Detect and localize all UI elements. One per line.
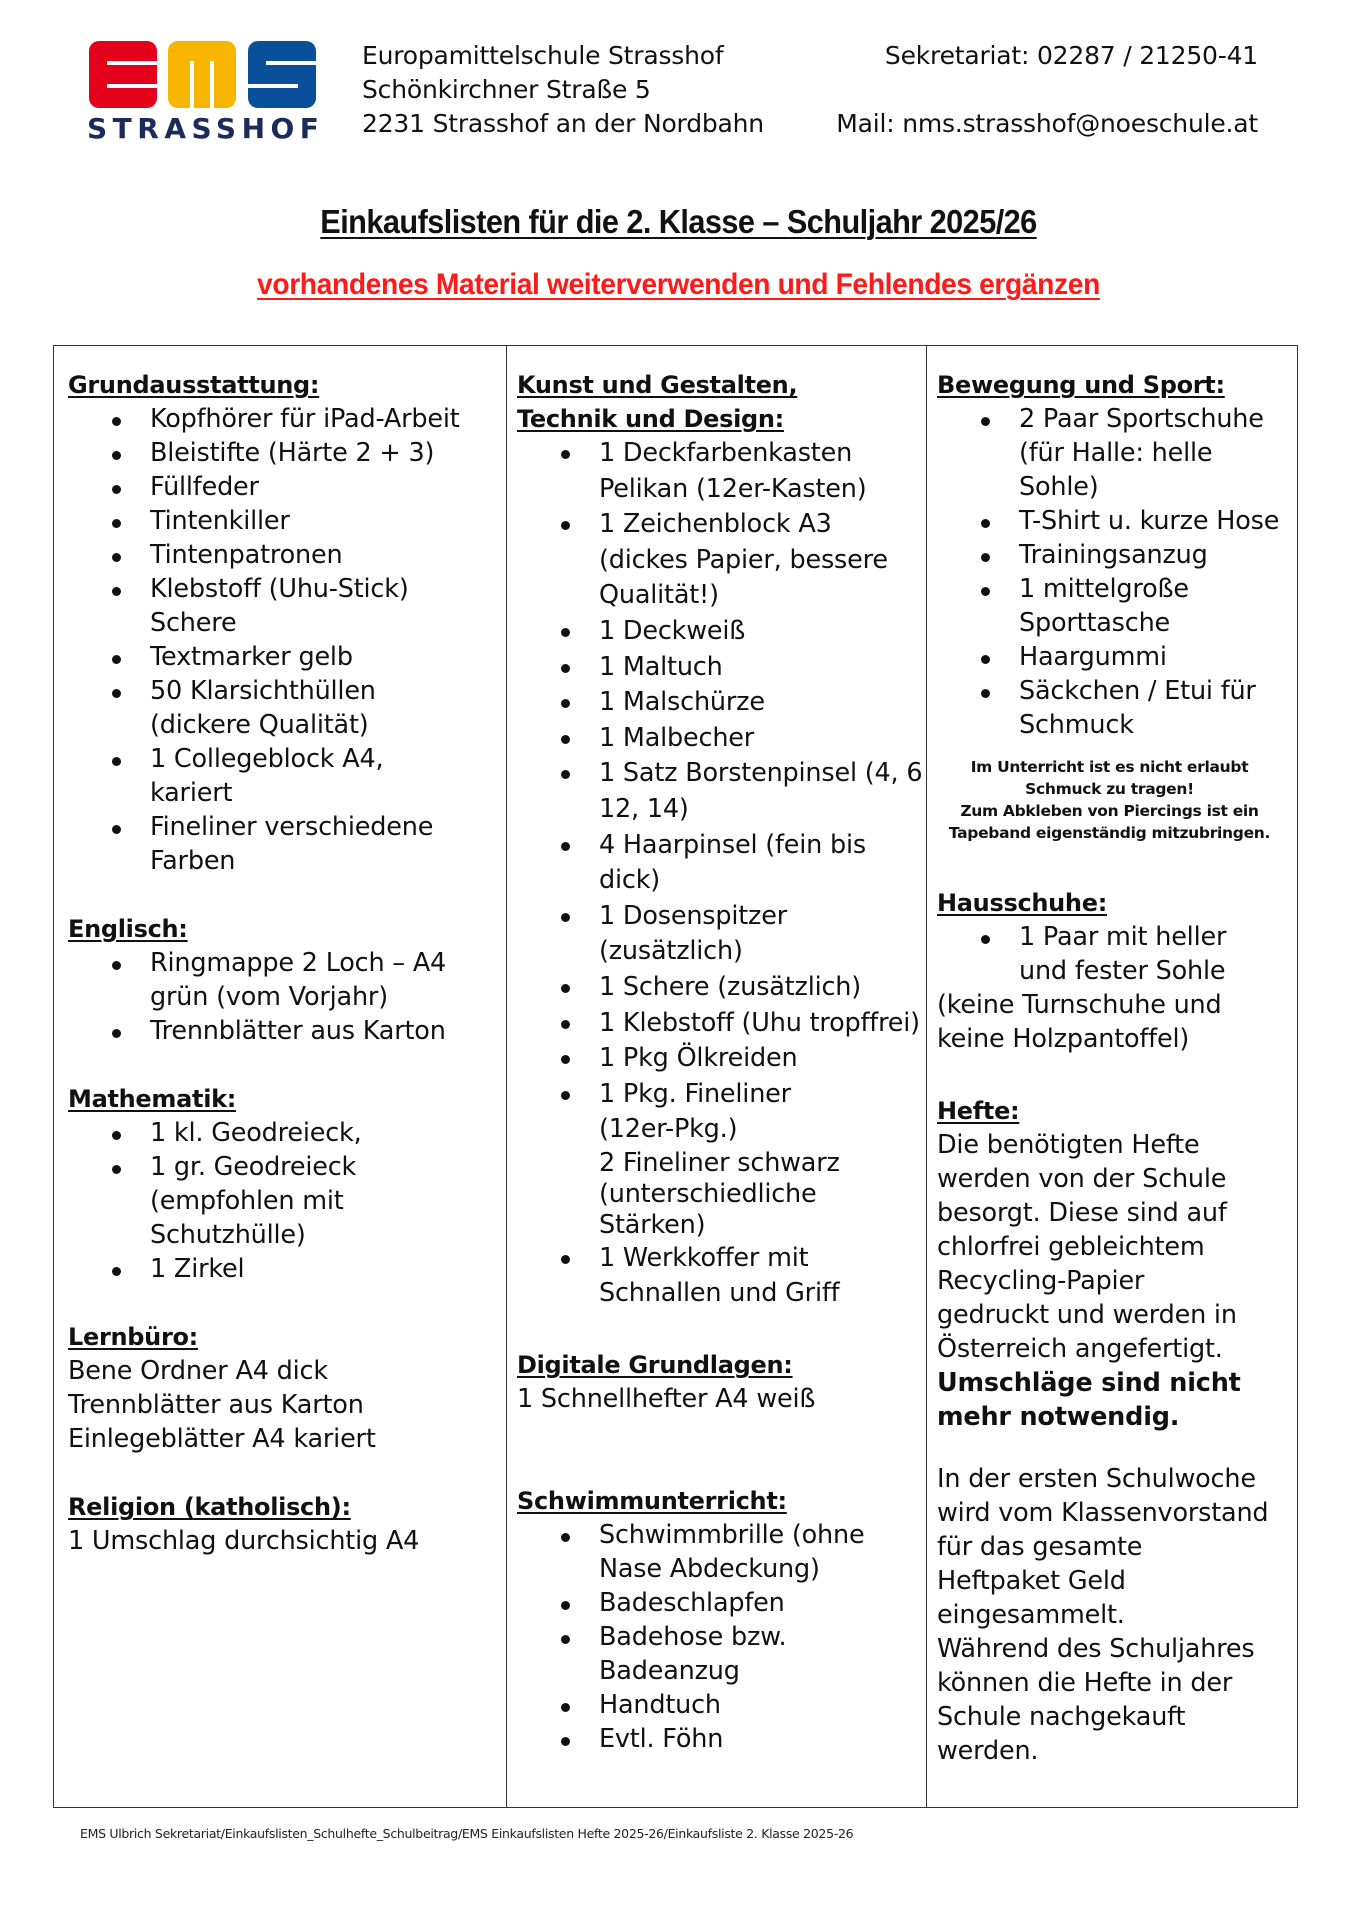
bullet-icon xyxy=(561,1533,570,1542)
bullet-icon xyxy=(561,1601,570,1610)
section-mathematik xyxy=(68,1082,508,1286)
list-item-text: 1 Pkg. Fineliner xyxy=(599,1078,791,1109)
list-item xyxy=(68,402,508,436)
section-heading: Englisch: xyxy=(68,915,188,943)
list-item-text: Ringmappe 2 Loch – A4 xyxy=(150,948,447,978)
text-line: Heftpaket Geld xyxy=(937,1566,1126,1596)
list-item-text: Qualität!) xyxy=(599,580,719,611)
list-item-text: Textmarker gelb xyxy=(150,642,353,672)
list-item-text: Nase Abdeckung) xyxy=(599,1554,820,1585)
list-item xyxy=(68,1252,508,1286)
bullet-icon xyxy=(561,628,570,637)
section-religion xyxy=(68,1490,508,1558)
list-item-text: 1 kl. Geodreieck, xyxy=(150,1118,362,1148)
page-title: Einkaufslisten für die 2. Klasse – Schuljahr 2025/26 xyxy=(320,203,1037,240)
list-item-continuation xyxy=(517,1148,929,1241)
bullet-icon xyxy=(561,699,570,708)
list-item xyxy=(937,538,1292,572)
list-item-text: Säckchen / Etui für xyxy=(1019,676,1256,706)
bullet-icon xyxy=(561,913,570,922)
school-street: Schönkirchner Straße 5 xyxy=(362,75,651,104)
school-city: 2231 Strasshof an der Nordbahn xyxy=(362,109,764,138)
page-subtitle: vorhandenes Material weiterverwenden und Fehlendes ergänzen xyxy=(257,268,1100,301)
bullet-icon xyxy=(561,1737,570,1746)
list-item-text: Evtl. Föhn xyxy=(599,1724,724,1755)
school-contact xyxy=(836,39,1258,141)
list-item-text: und fester Sohle xyxy=(1019,956,1226,986)
section-hefte xyxy=(937,1094,1292,1768)
text-block xyxy=(68,1354,508,1456)
list-item-text: Haargummi xyxy=(1019,642,1167,672)
list-item-text: 1 Malschürze xyxy=(599,687,765,718)
list-item-text: Trainingsanzug xyxy=(1019,540,1208,570)
bullet-icon xyxy=(112,825,121,834)
list-item xyxy=(68,1116,508,1150)
bullet-icon xyxy=(112,417,121,426)
list-item xyxy=(517,685,929,721)
list-item-text: Badehose bzw. xyxy=(599,1622,787,1653)
list-item-text: 1 Satz Borstenpinsel (4, 6 xyxy=(599,758,923,789)
list-item xyxy=(517,614,929,650)
section-grundausstattung xyxy=(68,368,508,878)
list-item-text: (12er-Pkg.) xyxy=(599,1114,738,1145)
list-item xyxy=(517,721,929,757)
section-heading: Technik und Design: xyxy=(517,405,784,433)
list-item xyxy=(68,436,508,470)
section-kunst xyxy=(517,368,929,1312)
logo-letter-e xyxy=(89,41,157,108)
bullet-icon xyxy=(112,1165,121,1174)
section-lernbuero xyxy=(68,1320,508,1456)
list-item-text: 1 Klebstoff (Uhu tropffrei) xyxy=(599,1007,920,1038)
list-item-text: 1 Zirkel xyxy=(150,1254,245,1284)
bullet-icon xyxy=(561,521,570,530)
list-item-text: Trennblätter aus Karton xyxy=(150,1016,446,1046)
list-item xyxy=(517,650,929,686)
text-line: Im Unterricht ist es nicht erlaubt xyxy=(970,758,1249,776)
text-line: Tapeband eigenständig mitzubringen. xyxy=(948,824,1271,842)
list-item xyxy=(517,1006,929,1042)
text-line: werden. xyxy=(937,1736,1039,1766)
text-block xyxy=(68,1524,508,1558)
list-item-text: Sohle) xyxy=(1019,472,1099,502)
list-item xyxy=(517,1241,929,1312)
bullet-icon xyxy=(561,735,570,744)
list-item-text: Schnallen und Griff xyxy=(599,1278,840,1309)
supply-table xyxy=(53,345,1298,1808)
list-item xyxy=(68,504,508,538)
list-item xyxy=(937,920,1292,988)
bullet-icon xyxy=(561,770,570,779)
logo-letter-m xyxy=(168,41,236,108)
bullet-icon xyxy=(112,655,121,664)
section-heading: Lernbüro: xyxy=(68,1323,198,1351)
list-item-text: Fineliner verschiedene xyxy=(150,812,434,842)
bullet-icon xyxy=(112,1131,121,1140)
list-item-text: 1 Deckweiß xyxy=(599,615,746,646)
bullet-icon xyxy=(112,553,121,562)
list-item-text: Tintenpatronen xyxy=(150,540,343,570)
section-englisch xyxy=(68,912,508,1048)
text-line: besorgt. Diese sind auf xyxy=(937,1198,1227,1228)
list-item-text: Bleistifte (Härte 2 + 3) xyxy=(150,438,435,468)
list-item xyxy=(937,674,1292,742)
bullet-icon xyxy=(981,587,990,596)
list-item-text: Schmuck xyxy=(1019,710,1134,740)
list-item xyxy=(937,572,1292,640)
text-line: werden von der Schule xyxy=(937,1164,1227,1194)
list-item xyxy=(517,756,929,827)
bullet-icon xyxy=(561,1703,570,1712)
section-heading: Kunst und Gestalten, xyxy=(517,371,798,399)
section-hausschuhe xyxy=(937,886,1292,1056)
list-item xyxy=(68,470,508,504)
list-item-text: Badeschlapfen xyxy=(599,1588,785,1619)
text-line: für das gesamte xyxy=(937,1532,1143,1562)
list-item-text: (unterschiedliche Stärken) xyxy=(599,1178,817,1240)
text-line: keine Holzpantoffel) xyxy=(937,1024,1190,1054)
school-logo xyxy=(87,41,325,145)
section-heading: Bewegung und Sport: xyxy=(937,371,1225,399)
bullet-icon xyxy=(561,1255,570,1264)
list-item xyxy=(68,538,508,572)
text-block xyxy=(517,1382,929,1416)
text-line: wird vom Klassenvorstand xyxy=(937,1498,1269,1528)
list-item xyxy=(517,1586,929,1620)
list-item-text: Badeanzug xyxy=(599,1656,740,1687)
bullet-icon xyxy=(981,519,990,528)
list-item-text: T-Shirt u. kurze Hose xyxy=(1019,506,1280,536)
list-item xyxy=(68,1014,508,1048)
list-item-text: Schwimmbrille (ohne xyxy=(599,1520,865,1551)
list-item xyxy=(517,1722,929,1756)
list-item-text: 1 Collegeblock A4, xyxy=(150,744,384,774)
bullet-icon xyxy=(561,842,570,851)
bullet-icon xyxy=(112,485,121,494)
list-item-text: (empfohlen mit xyxy=(150,1186,344,1216)
list-item xyxy=(517,507,929,614)
bullet-icon xyxy=(112,1267,121,1276)
list-item-text: Handtuch xyxy=(599,1690,721,1721)
bullet-icon xyxy=(981,935,990,944)
text-line: 1 Umschlag durchsichtig A4 xyxy=(68,1526,420,1556)
list-item xyxy=(68,1150,508,1252)
bullet-icon xyxy=(112,587,121,596)
list-item-text: 50 Klarsichthüllen xyxy=(150,676,376,706)
list-item xyxy=(517,970,929,1006)
list-item xyxy=(517,1077,929,1148)
column-right xyxy=(937,368,1292,1768)
text-line: In der ersten Schulwoche xyxy=(937,1464,1256,1494)
list-item-text: 1 gr. Geodreieck xyxy=(150,1152,357,1182)
list-item xyxy=(517,1688,929,1722)
section-schwimmunterricht xyxy=(517,1484,929,1756)
bullet-icon xyxy=(112,689,121,698)
list-item-text: Sporttasche xyxy=(1019,608,1171,638)
bullet-icon xyxy=(112,1029,121,1038)
bullet-icon xyxy=(561,1020,570,1029)
list-item xyxy=(68,640,508,674)
text-line: eingesammelt. xyxy=(937,1600,1125,1630)
text-line: Bene Ordner A4 dick xyxy=(68,1356,328,1386)
text-block xyxy=(937,1462,1292,1768)
text-line: mehr notwendig. xyxy=(937,1402,1180,1432)
text-line: Recycling-Papier xyxy=(937,1266,1145,1296)
bullet-icon xyxy=(561,664,570,673)
section-heading: Mathematik: xyxy=(68,1085,237,1113)
list-item xyxy=(517,1041,929,1077)
text-line: Die benötigten Hefte xyxy=(937,1130,1200,1160)
list-item xyxy=(517,828,929,899)
list-item-text: Pelikan (12er-Kasten) xyxy=(599,473,867,504)
list-item-text: Farben xyxy=(150,846,236,876)
list-item xyxy=(937,504,1292,538)
text-block xyxy=(937,988,1292,1056)
list-item-text: 1 Malbecher xyxy=(599,722,755,753)
column-left xyxy=(68,368,508,1558)
list-item xyxy=(937,402,1292,504)
list-item-text: 1 Dosenspitzer (zusätzlich) xyxy=(599,900,788,967)
jewelry-note xyxy=(927,756,1292,844)
school-name: Europamittelschule Strasshof xyxy=(362,41,724,70)
bullet-icon xyxy=(981,655,990,664)
list-item-text: grün (vom Vorjahr) xyxy=(150,982,388,1012)
list-item-text: 1 Zeichenblock A3 xyxy=(599,509,832,540)
list-item-text: 1 Schere (zusätzlich) xyxy=(599,971,861,1002)
bullet-icon xyxy=(981,689,990,698)
list-item-text: (dickere Qualität) xyxy=(150,710,369,740)
footer-file-path: EMS Ulbrich Sekretariat/Einkaufslisten_Schulhefte_Schulbeitrag/EMS Einkaufslisten Hefte 2025-26/Einkaufsliste 2. Klasse 2025-26 xyxy=(80,1826,854,1841)
list-item-text: (dickes Papier, bessere xyxy=(599,544,888,575)
text-line: 1 Schnellhefter A4 weiß xyxy=(517,1384,816,1415)
list-item-text: Schutzhülle) xyxy=(150,1220,306,1250)
list-item xyxy=(517,899,929,970)
list-item xyxy=(937,640,1292,674)
bullet-icon xyxy=(561,1635,570,1644)
list-item-text: 1 mittelgroße xyxy=(1019,574,1189,604)
text-line: Umschläge sind nicht xyxy=(937,1368,1241,1398)
school-address xyxy=(362,39,764,141)
school-phone: Sekretariat: 02287 / 21250-41 xyxy=(884,41,1258,70)
bullet-icon xyxy=(112,757,121,766)
list-item-text: 1 Deckfarbenkasten xyxy=(599,438,853,468)
section-heading: Grundausstattung: xyxy=(68,371,320,399)
bullet-icon xyxy=(112,451,121,460)
list-item xyxy=(68,946,508,1014)
text-line: Österreich angefertigt. xyxy=(937,1334,1223,1364)
list-item-text: (für Halle: helle xyxy=(1019,438,1213,468)
logo-brand-text: STRASSHOF xyxy=(87,112,325,145)
list-item-text: 2 Fineliner schwarz xyxy=(599,1147,840,1178)
text-line: Schmuck zu tragen! xyxy=(1025,780,1194,798)
section-heading: Schwimmunterricht: xyxy=(517,1487,787,1516)
list-item xyxy=(517,1518,929,1586)
list-item-text: 4 Haarpinsel (fein bis dick) xyxy=(599,829,866,896)
text-line: chlorfrei gebleichtem xyxy=(937,1232,1205,1262)
list-item-text: 2 Paar Sportschuhe xyxy=(1019,404,1264,434)
list-item-text: Kopfhörer für iPad-Arbeit xyxy=(150,404,460,434)
section-heading: Religion (katholisch): xyxy=(68,1493,351,1521)
list-item-text: 1 Werkkoffer mit xyxy=(599,1242,809,1273)
list-item-text: 12, 14) xyxy=(599,793,689,824)
school-mail[interactable]: Mail: nms.strasshof@noeschule.at xyxy=(836,109,1258,138)
text-block xyxy=(937,1128,1292,1366)
section-heading: Hausschuhe: xyxy=(937,889,1107,917)
list-item xyxy=(517,1620,929,1688)
text-block xyxy=(937,1366,1292,1434)
bullet-icon xyxy=(981,417,990,426)
bullet-icon xyxy=(112,519,121,528)
bullet-icon xyxy=(561,1091,570,1100)
list-item xyxy=(68,810,508,878)
list-item xyxy=(68,572,508,640)
column-middle xyxy=(517,368,929,1756)
list-item-text: Schere xyxy=(150,608,237,638)
list-item xyxy=(68,674,508,742)
bullet-icon xyxy=(112,961,121,970)
text-line: gedruckt und werden in xyxy=(937,1300,1237,1330)
list-item-text: 1 Maltuch xyxy=(599,651,723,682)
section-digitale-grundlagen xyxy=(517,1348,929,1416)
text-line: Trennblätter aus Karton xyxy=(68,1390,364,1420)
section-heading: Hefte: xyxy=(937,1097,1020,1125)
text-line: Einlegeblätter A4 kariert xyxy=(68,1424,376,1454)
list-item-text: Füllfeder xyxy=(150,472,259,502)
list-item-text: Klebstoff (Uhu-Stick) xyxy=(150,574,409,604)
bullet-icon xyxy=(561,984,570,993)
list-item-text: Tintenkiller xyxy=(150,506,290,536)
text-line: (keine Turnschuhe und xyxy=(937,990,1222,1020)
text-line: Zum Abkleben von Piercings ist ein xyxy=(960,802,1259,820)
list-item-text: kariert xyxy=(150,778,233,808)
list-item xyxy=(68,742,508,810)
list-item-text: 1 Paar mit heller xyxy=(1019,922,1227,952)
list-item-text: 1 Pkg Ölkreiden xyxy=(599,1043,798,1074)
section-sport xyxy=(937,368,1292,844)
bullet-icon xyxy=(561,1055,570,1064)
bullet-icon xyxy=(981,553,990,562)
logo-letter-s xyxy=(248,41,316,108)
bullet-icon xyxy=(561,450,570,459)
text-line: Schule nachgekauft xyxy=(937,1702,1186,1732)
text-line: können die Hefte in der xyxy=(937,1668,1233,1698)
section-heading: Digitale Grundlagen: xyxy=(517,1351,793,1380)
text-line: Während des Schuljahres xyxy=(937,1634,1255,1664)
list-item xyxy=(517,436,929,507)
